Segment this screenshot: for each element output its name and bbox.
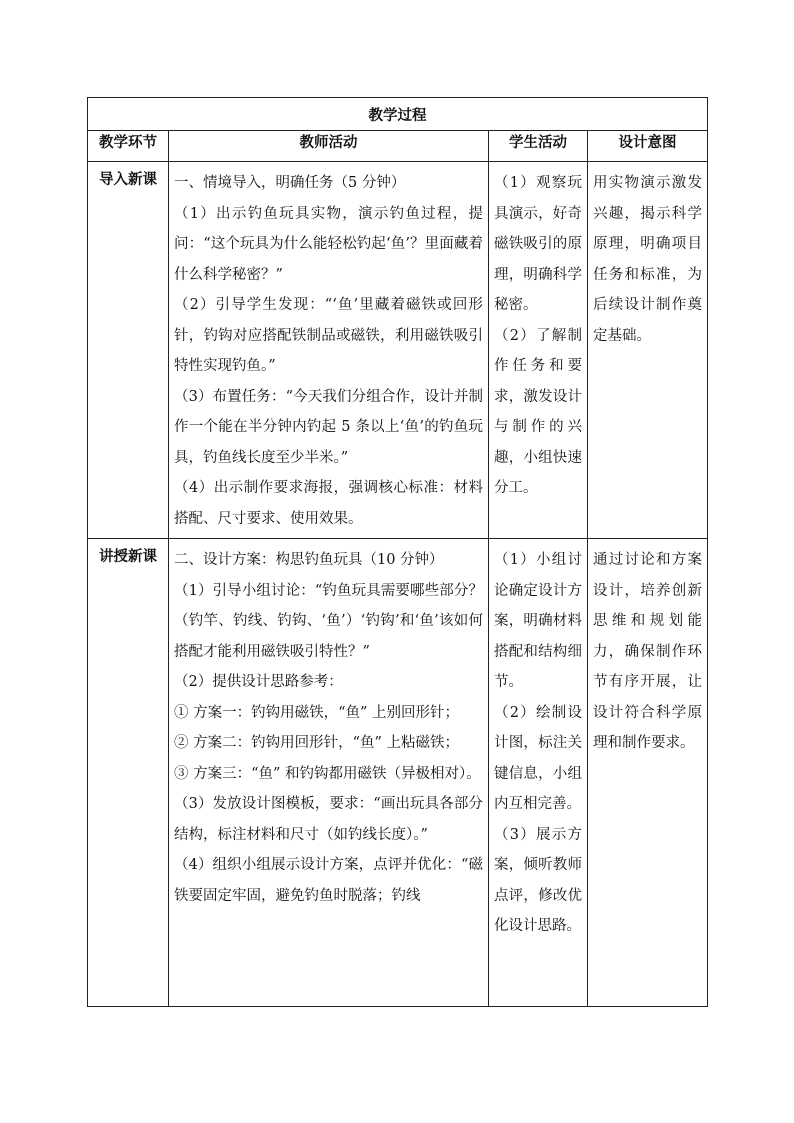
teacher-paragraph: （4）组织小组展示设计方案，点评并优化：“磁铁要固定牢固，避免钓鱼时脱落；钓线 [174, 857, 483, 904]
student-paragraph: （1）观察玩具演示，好奇磁铁吸引的原理，明确科学秘密。 [494, 175, 582, 313]
design-intent-cell [588, 162, 708, 539]
stage-cell: 导入新课 [88, 162, 169, 539]
table-row [88, 162, 708, 539]
student-activity-cell [489, 539, 588, 1007]
intent-paragraph: 用实物演示激发兴趣，揭示科学原理，明确项目任务和标准，为后续设计制作奠定基础。 [593, 175, 702, 344]
design-intent-cell [588, 539, 708, 1007]
teacher-activity-cell [169, 539, 489, 1007]
student-activity-cell [489, 162, 588, 539]
intent-paragraph: 通过讨论和方案设计，培养创新思维和规划能力，确保制作环节有序开展，让设计符合科学原理和制作要求。 [593, 552, 702, 751]
teacher-paragraph: （1）引导小组讨论：“钓鱼玩具需要哪些部分？（钓竿、钓线、钓钩、‘鱼’）‘钓钩’和‘鱼’该如何搭配才能利用磁铁吸引特性？” [174, 582, 483, 660]
header-design-intent: 设计意图 [588, 131, 708, 162]
student-paragraph: （3）展示方案，倾听教师点评，修改优化设计思路。 [494, 826, 582, 934]
teacher-paragraph: ① 方案一：钓钩用磁铁，“鱼” 上别回形针； [174, 704, 460, 721]
teacher-paragraph: 一、情境导入，明确任务（5 分钟） [174, 175, 406, 191]
student-paragraph: （2）了解制作任务和要求，激发设计与制作的兴趣，小组快速分工。 [494, 327, 582, 496]
teacher-paragraph: （3）发放设计图模板，要求：“画出玩具各部分结构，标注材料和尺寸（如钓线长度）。” [174, 796, 483, 843]
teacher-paragraph: ② 方案二：钓钩用回形针，“鱼” 上粘磁铁； [174, 735, 460, 751]
teacher-paragraph: （1）出示钓鱼玩具实物，演示钓鱼过程，提问：“这个玩具为什么能轻松钓起‘鱼’？里面藏着什么科学秘密？” [174, 205, 483, 283]
teacher-paragraph: ③ 方案三：“鱼” 和钓钩都用磁铁（异极相对）。 [174, 765, 481, 782]
teacher-paragraph: （2）提供设计思路参考： [174, 674, 343, 690]
teacher-paragraph: （4）出示制作要求海报，强调核心标准：材料搭配、尺寸要求、使用效果。 [174, 480, 483, 527]
teacher-paragraph: （2）引导学生发现：“‘鱼’里藏着磁铁或回形针，钓钩对应搭配铁制品或磁铁，利用磁铁吸引特性实现钓鱼。” [174, 297, 483, 374]
teacher-paragraph: 二、设计方案：构思钓鱼玩具（10 分钟） [174, 552, 444, 568]
header-stage: 教学环节 [88, 131, 169, 162]
teacher-paragraph: （3）布置任务：“今天我们分组合作，设计并制作一个能在半分钟内钓起 5 条以上‘鱼’的钓鱼玩具，钓鱼线长度至少半米。” [174, 388, 483, 466]
lesson-process-table [87, 97, 708, 1007]
student-paragraph: （2）绘制设计图，标注关键信息，小组内互相完善。 [494, 704, 582, 812]
table-row [88, 539, 708, 1007]
header-student-activity: 学生活动 [489, 131, 588, 162]
teacher-activity-cell [169, 162, 489, 539]
header-teacher-activity: 教师活动 [169, 131, 489, 162]
stage-cell: 讲授新课 [88, 539, 169, 1007]
table-title: 教学过程 [88, 98, 708, 131]
student-paragraph: （1）小组讨论确定设计方案，明确材料搭配和结构细节。 [494, 552, 582, 690]
